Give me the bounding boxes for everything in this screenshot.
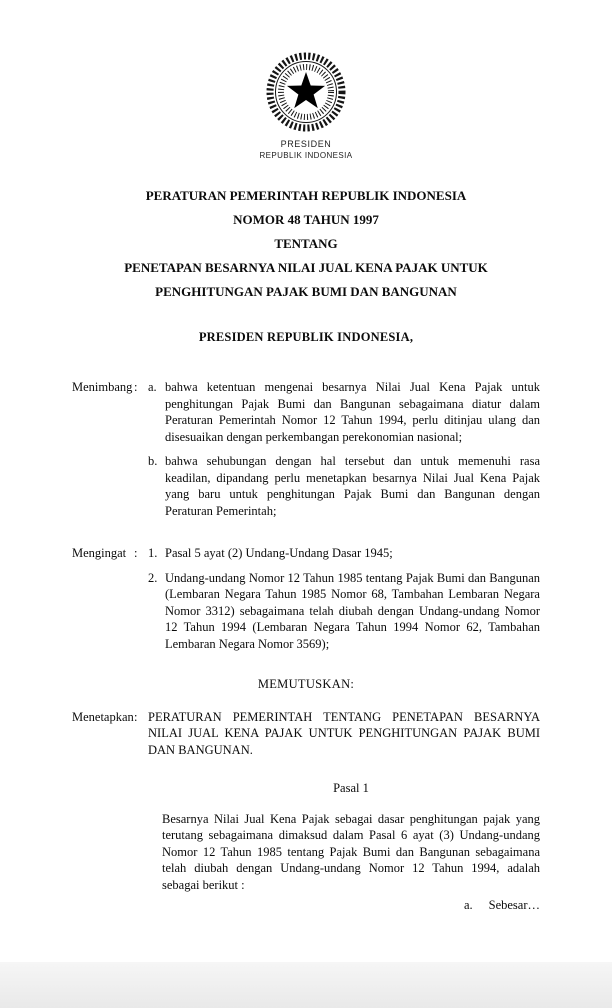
letterhead-republik-indonesia: REPUBLIK INDONESIA <box>259 151 353 160</box>
menimbang-items <box>148 379 540 519</box>
menetapkan-colon: : <box>134 709 138 724</box>
menetapkan-label: Menetapkan <box>72 709 134 724</box>
item-marker: a. <box>148 380 157 394</box>
catchword-text: Sebesar… <box>488 898 540 912</box>
list-item <box>148 570 540 653</box>
memutuskan-heading: MEMUTUSKAN: <box>257 677 355 691</box>
pasal-1-body: Besarnya Nilai Jual Kena Pajak sebagai dasar penghitungan pajak yang terutang sebagaimana dimaksud dalam Pasal 6 ayat (3) Undang-undang Nomor 12 Tahun 1985 tentang Pajak Bumi dan Bangunan sebagaimana telah diubah dengan Undang-undang Nomor 12 Tahun 1994, adalah sebagai berikut : <box>162 811 540 892</box>
item-marker: 2. <box>148 570 158 585</box>
menetapkan-text: PERATURAN PEMERINTAH TENTANG PENETAPAN BESARNYA NILAI JUAL KENA PAJAK UNTUK PENGHITUNGAN PAJAK BUMI DAN BANGUNAN. <box>148 709 540 757</box>
presidential-seal-icon <box>0 50 612 134</box>
menimbang-colon: : <box>134 380 138 394</box>
catchword-marker: a. <box>463 898 473 912</box>
title-line-4: PENETAPAN BESARNYA NILAI JUAL KENA PAJAK UNTUK <box>124 260 488 275</box>
clause-menimbang <box>72 379 540 519</box>
item-marker: b. <box>148 454 158 468</box>
pasal-1-heading: Pasal 1 <box>333 781 369 795</box>
item-text: Undang-undang Nomor 12 Tahun 1985 tentang Pajak Bumi dan Bangunan (Lembaran Negara Tahun 1985 Nomor 68, Tambahan Lembaran Negara Nomor 3312) sebagaimana telah diubah dengan Undang-undang Nomor 12 Tahun 1994 (Lembaran Negara Tahun 1994 Nomor 62, Tambahan Lembaran Negara Nomor 3569); <box>165 570 540 651</box>
item-text: bahwa sehubungan dengan hal tersebut dan untuk memenuhi rasa keadilan, dipandang perlu menetapkan besarnya Nilai Jual Kena Pajak yang baru untuk penghitungan Pajak Bumi dan Bangunan dengan Peraturan Pemerintah; <box>165 454 540 518</box>
item-marker: 1. <box>148 546 158 560</box>
mengingat-colon: : <box>134 546 138 560</box>
mengingat-items <box>148 545 540 652</box>
title-line-5: PENGHITUNGAN PAJAK BUMI DAN BANGUNAN <box>155 284 457 299</box>
menimbang-label: Menimbang <box>72 380 133 394</box>
list-item <box>148 453 540 519</box>
document-title <box>0 184 612 304</box>
list-item <box>148 379 540 445</box>
item-text: bahwa ketentuan mengenai besarnya Nilai Jual Kena Pajak untuk penghitungan Pajak Bumi dan Bangunan sebagaimana diatur dalam Peraturan Pemerintah Nomor 12 Tahun 1994, perlu ditinjau ulang dan disesuaikan dengan perkembangan perekonomian nasional; <box>165 380 540 444</box>
letterhead <box>0 0 612 160</box>
letterhead-presiden: PRESIDEN <box>280 139 332 149</box>
salutation: PRESIDEN REPUBLIK INDONESIA, <box>198 330 414 344</box>
item-text: Pasal 5 ayat (2) Undang-Undang Dasar 1945; <box>165 546 393 560</box>
title-line-1: PERATURAN PEMERINTAH REPUBLIK INDONESIA <box>145 188 467 203</box>
catchword <box>464 898 540 913</box>
title-line-2: NOMOR 48 TAHUN 1997 <box>233 212 379 227</box>
clause-mengingat <box>72 545 540 652</box>
title-line-3: TENTANG <box>274 236 338 251</box>
mengingat-label: Mengingat <box>72 546 127 560</box>
document-body <box>0 379 612 893</box>
page-bottom-edge <box>0 962 612 1008</box>
pasal-1-section <box>162 780 540 893</box>
clause-menetapkan <box>72 709 540 759</box>
list-item <box>148 545 540 562</box>
